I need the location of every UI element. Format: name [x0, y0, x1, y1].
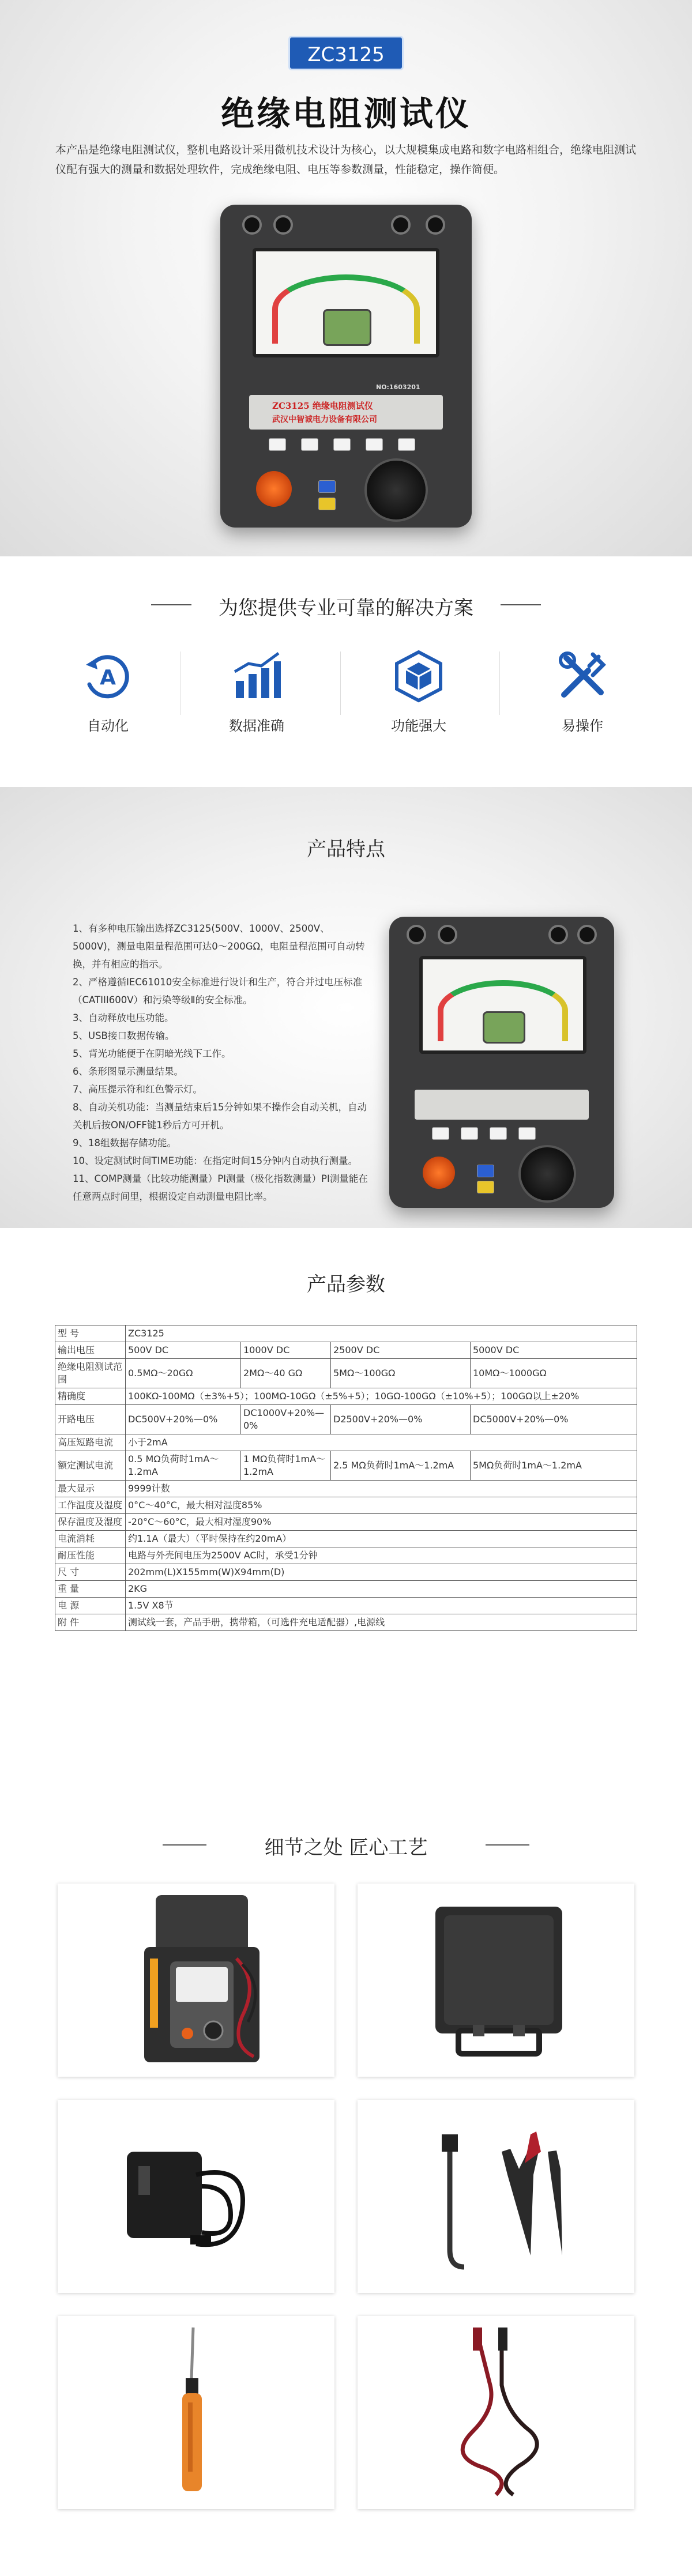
jack	[548, 925, 568, 944]
brand-panel	[415, 1090, 589, 1120]
param-value: 9999计数	[126, 1481, 637, 1497]
param-value: 0.5 MΩ负荷时1mA～1.2mA	[126, 1451, 241, 1481]
param-value: 2KG	[126, 1581, 637, 1598]
feature-item: 6、条形图显示测量结果。	[73, 1066, 183, 1077]
function-button	[490, 1127, 507, 1140]
function-button	[318, 480, 336, 493]
param-value: ZC3125	[126, 1325, 637, 1342]
advantage-easy	[539, 649, 626, 735]
param-value: DC500V+20%—0%	[126, 1405, 241, 1434]
details-section	[0, 1797, 692, 2576]
param-key: 耐压性能	[55, 1547, 126, 1564]
param-key: 精确度	[55, 1388, 126, 1405]
param-key: 最大显示	[55, 1481, 126, 1497]
svg-text:A: A	[100, 666, 116, 690]
product-description: 本产品是绝缘电阻测试仪，整机电路设计采用微机技术设计为核心，以大规模集成电路和数字电路相组合，绝缘电阻测试仪配有强大的测量和数据处理软件，完成绝缘电阻、电压等参数测量，性能稳定，操作简便。	[55, 144, 637, 176]
table-row	[55, 1581, 637, 1598]
function-button	[461, 1127, 478, 1140]
advantages-title: 为您提供专业可靠的解决方案	[219, 597, 473, 620]
feature-item: 11、COMP测量（比较功能测量）PI测量（极化指数测量）PI测量能在任意两点时间里，根据设定自动测量电阻比率。	[73, 1173, 368, 1202]
param-key: 保存温度及湿度	[55, 1514, 126, 1531]
feature-item: 2、严格遵循IEC61010安全标准进行设计和生产，符合并过电压标准（CATIII600V）和污染等级Ⅱ的安全标准。	[73, 977, 363, 1005]
table-row	[55, 1434, 637, 1451]
jack	[407, 925, 426, 944]
divider	[501, 604, 541, 605]
table-row	[55, 1359, 637, 1388]
function-button	[333, 438, 351, 451]
param-key: 开路电压	[55, 1405, 126, 1434]
advantage-accuracy	[213, 649, 300, 735]
param-key: 工作温度及湿度	[55, 1497, 126, 1514]
feature-item: 1、有多种电压输出选择ZC3125(500V、1000V、2500V、5000V)，测量电阻量程范围可达0～200GΩ，电阻量程范围可自动转换，并有相应的指示。	[73, 923, 365, 970]
advantage-label: 自动化	[87, 718, 129, 734]
parameters-title: 产品参数	[307, 1273, 385, 1296]
feature-item: 9、18组数据存储功能。	[73, 1138, 176, 1148]
product-title: 绝缘电阻测试仪	[220, 94, 471, 133]
param-value: -20°C～60°C，最大相对湿度90%	[126, 1514, 637, 1531]
param-value: 202mm(L)X155mm(W)X94mm(D)	[126, 1564, 637, 1581]
model-badge: ZC3125	[288, 36, 404, 70]
test-knob	[256, 471, 292, 507]
feature-item: 7、高压提示符和红色警示灯。	[73, 1084, 202, 1095]
table-row	[55, 1342, 637, 1359]
param-value: 1000V DC	[241, 1342, 331, 1359]
cube-icon	[391, 649, 446, 704]
param-key: 附 件	[55, 1614, 126, 1631]
param-key: 输出电压	[55, 1342, 126, 1359]
function-button	[432, 1127, 449, 1140]
lcd-display	[323, 309, 371, 346]
param-value: 2MΩ～40 GΩ	[241, 1359, 331, 1388]
param-key: 型 号	[55, 1325, 126, 1342]
automation-icon	[80, 649, 136, 704]
param-key: 高压短路电流	[55, 1434, 126, 1451]
feature-item: 3、自动释放电压功能。	[73, 1012, 174, 1023]
param-value: 1 MΩ负荷时1mA～1.2mA	[241, 1451, 331, 1481]
jack	[242, 215, 262, 235]
param-value: 0.5MΩ～20GΩ	[126, 1359, 241, 1388]
device-brand-label: ZC3125 绝缘电阻测试仪	[272, 401, 373, 411]
param-value: 5000V DC	[471, 1342, 637, 1359]
param-value: 0°C～40°C，最大相对湿度85%	[126, 1497, 637, 1514]
feature-item: 5、USB接口数据传输。	[73, 1030, 175, 1041]
function-button	[518, 1127, 536, 1140]
divider	[499, 651, 500, 715]
param-value: 2.5 MΩ负荷时1mA～1.2mA	[331, 1451, 471, 1481]
advantage-label: 功能强大	[391, 718, 446, 734]
divider	[486, 1844, 529, 1846]
jack	[391, 215, 411, 235]
parameters-table	[55, 1325, 637, 1631]
param-value: 1.5V X8节	[126, 1598, 637, 1614]
param-key: 尺 寸	[55, 1564, 126, 1581]
advantages-section	[0, 556, 692, 787]
table-row	[55, 1388, 637, 1405]
table-row	[55, 1531, 637, 1547]
param-value: 10MΩ～1000GΩ	[471, 1359, 637, 1388]
test-leads-photo	[358, 2316, 634, 2509]
param-value: DC1000V+20%—0%	[241, 1405, 331, 1434]
param-value: 约1.1A（最大）（平时保持在约20mA）	[126, 1531, 637, 1547]
features-title: 产品特点	[307, 838, 385, 861]
range-selector-knob	[364, 458, 428, 522]
param-value: 电路与外壳间电压为2500V AC时，承受1分钟	[126, 1547, 637, 1564]
test-knob	[423, 1157, 455, 1189]
feature-item: 5、背光功能便于在阴暗光线下工作。	[73, 1048, 231, 1059]
hero-section	[0, 0, 692, 556]
open-case-photo	[58, 1884, 334, 2077]
param-value: 5MΩ负荷时1mA～1.2mA	[471, 1451, 637, 1481]
power-adapter-photo	[58, 2100, 334, 2293]
features-section	[0, 787, 692, 1228]
function-button	[269, 438, 286, 451]
table-row	[55, 1598, 637, 1614]
device-photo	[389, 917, 614, 1208]
jack	[273, 215, 293, 235]
function-button	[366, 438, 383, 451]
range-selector-knob	[518, 1145, 576, 1203]
param-value: 100KΩ-100MΩ（±3%+5）；100MΩ-10GΩ（±5%+5）；10GΩ-100GΩ（±10%+5）；100GΩ以上±20%	[126, 1388, 637, 1405]
tools-icon	[555, 649, 610, 704]
jack	[426, 215, 445, 235]
table-row	[55, 1451, 637, 1481]
feature-item: 8、自动关机功能：当测量结束后15分钟如果不操作会自动关机，自动关机后按ON/OFF键1秒后方可开机。	[73, 1102, 367, 1131]
test-clips-photo	[358, 2100, 634, 2293]
brand-panel	[249, 395, 443, 430]
advantage-power	[375, 649, 462, 735]
param-value: D2500V+20%—0%	[331, 1405, 471, 1434]
analog-meter	[419, 956, 586, 1054]
param-key: 电 源	[55, 1598, 126, 1614]
lcd-display	[483, 1011, 525, 1044]
function-button	[318, 498, 336, 510]
param-key: 重 量	[55, 1581, 126, 1598]
feature-item: 10、设定测试时间TIME功能：在指定时间15分钟内自动执行测量。	[73, 1155, 358, 1166]
advantage-label: 数据准确	[229, 718, 284, 734]
device-photo	[220, 205, 472, 528]
function-button	[301, 438, 318, 451]
device-maker-label: 武汉中智诚电力设备有限公司	[272, 415, 377, 424]
param-value: DC5000V+20%—0%	[471, 1405, 637, 1434]
param-key: 绝缘电阻测试范围	[55, 1359, 126, 1388]
table-row	[55, 1514, 637, 1531]
analog-meter	[253, 248, 439, 357]
function-button	[398, 438, 415, 451]
table-row	[55, 1497, 637, 1514]
function-button	[477, 1181, 494, 1193]
table-row	[55, 1325, 637, 1342]
closed-case-photo	[358, 1884, 634, 2077]
param-key: 额定测试电流	[55, 1451, 126, 1481]
jack	[438, 925, 457, 944]
param-value: 2500V DC	[331, 1342, 471, 1359]
param-value: 小于2mA	[126, 1434, 637, 1451]
param-value: 500V DC	[126, 1342, 241, 1359]
table-row	[55, 1405, 637, 1434]
param-value: 5MΩ～100GΩ	[331, 1359, 471, 1388]
table-row	[55, 1564, 637, 1581]
serial-label: NO:1603201	[376, 383, 420, 391]
details-title: 细节之处 匠心工艺	[264, 1836, 428, 1859]
divider	[340, 651, 341, 715]
param-value: 测试线一套，产品手册，携带箱，（可选件充电适配器）,电源线	[126, 1614, 637, 1631]
table-row	[55, 1614, 637, 1631]
bar-chart-icon	[229, 649, 284, 704]
parameters-section	[0, 1228, 692, 1797]
function-button	[477, 1165, 494, 1177]
advantage-automation	[65, 649, 151, 735]
table-row	[55, 1481, 637, 1497]
advantage-label: 易操作	[562, 718, 603, 734]
screwdriver-photo	[58, 2316, 334, 2509]
jack	[577, 925, 597, 944]
features-list	[73, 920, 373, 1206]
table-row	[55, 1547, 637, 1564]
param-key: 电流消耗	[55, 1531, 126, 1547]
